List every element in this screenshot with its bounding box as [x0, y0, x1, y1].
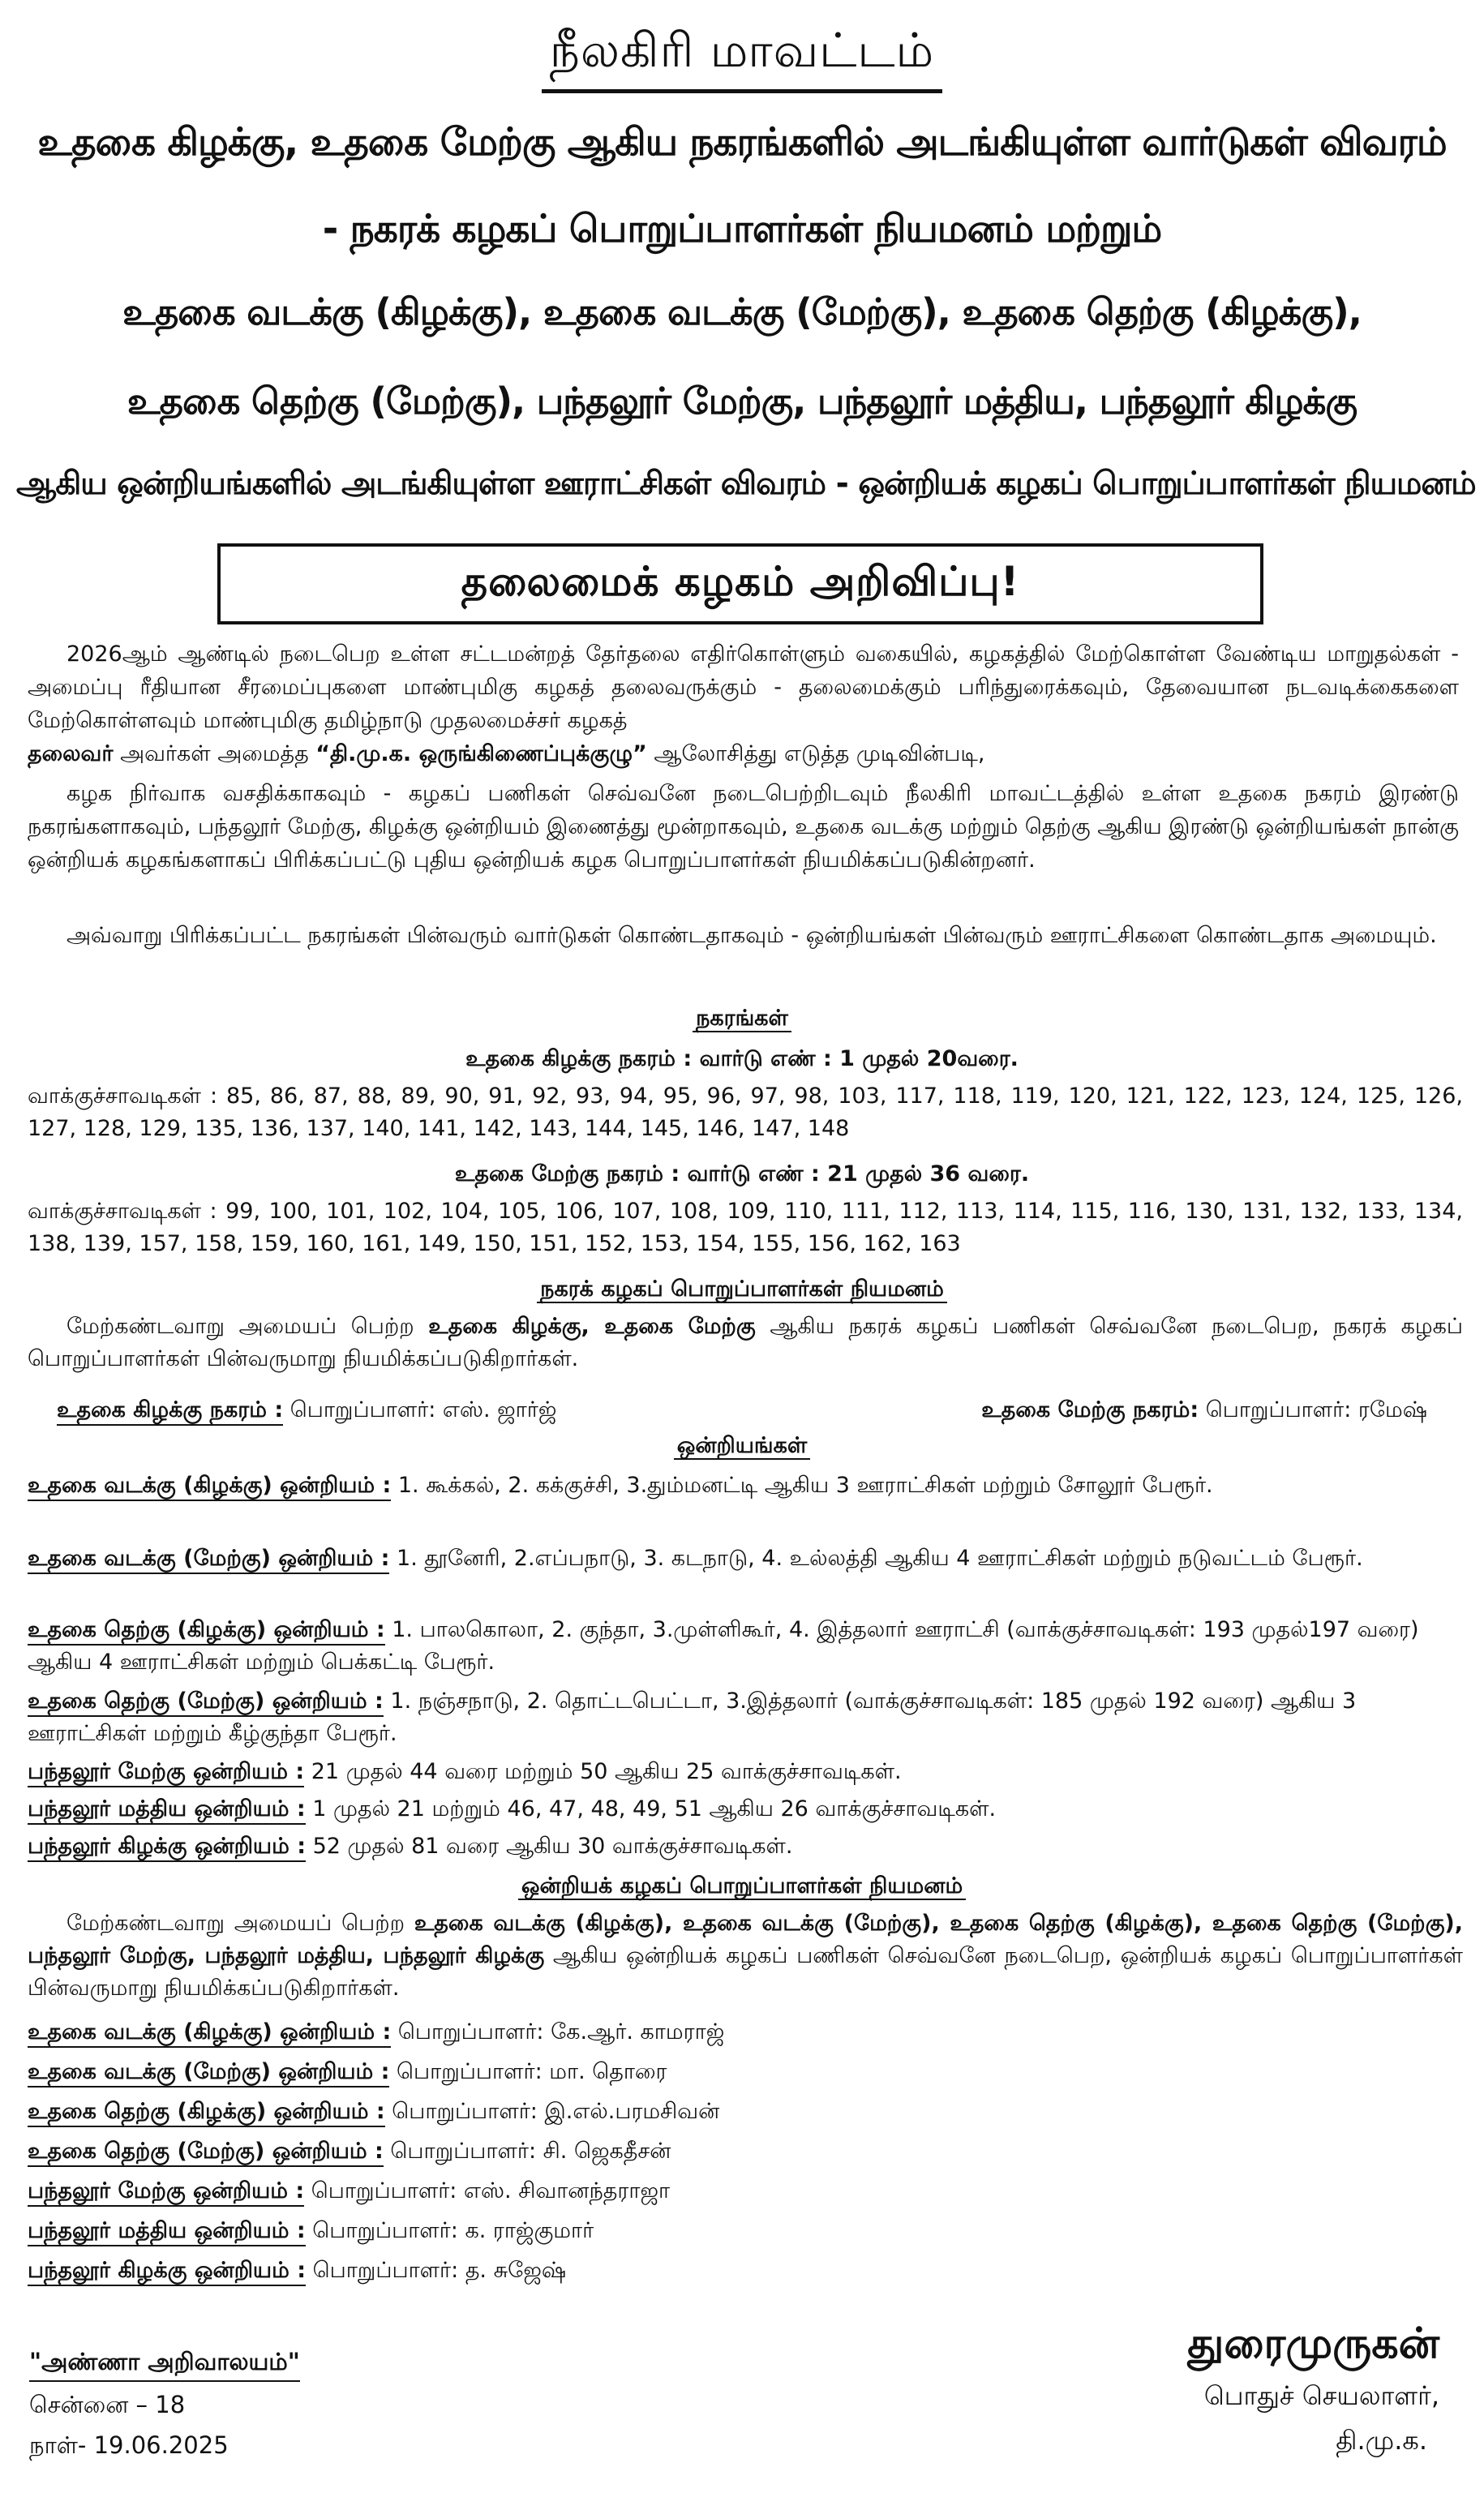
district-title: நீலகிரி மாவட்டம் — [0, 23, 1484, 93]
west-town-heading: உதகை மேற்கு நகரம் : வார்டு எண் : 21 முதல் 36 வரை. — [454, 1161, 1030, 1186]
signatory-party: தி.மு.க. — [1336, 2425, 1427, 2456]
office-address: "அண்ணா அறிவாலயம்" — [29, 2348, 300, 2382]
west-town-booths: வாக்குச்சாவடிகள் : 99, 100, 101, 102, 104, 105, 106, 107, 108, 109, 110, 111, 112, 113, 114, 115, 116, 130, 131, 132, 133, 134, 138, 139, 157, 158, 159, 160, 161, 149, 150, 151, 152, 153, 154, 155, 156, 162, 163 — [28, 1199, 1463, 1256]
union-item: உதகை தெற்கு (மேற்கு) ஒன்றியம் : 1. நஞ்சநாடு, 2. தொட்டபெட்டா, 3.இத்தலார் (வாக்குச்சாவடிகள்: 185 முதல் 192 வரை) ஆகிய 3 ஊராட்சிகள் மற்றும் கீழ்குந்தா பேரூர். — [28, 1688, 1357, 1746]
headline-line-4: உதகை தெற்கு (மேற்கு), பந்தலூர் மேற்கு, பந்தலூர் மத்திய, பந்தலூர் கிழக்கு — [127, 380, 1357, 423]
towns-heading: நகரங்கள் — [0, 1006, 1484, 1034]
union-appointments-heading: ஒன்றியக் கழகப் பொறுப்பாளர்கள் நியமனம் — [0, 1873, 1484, 1902]
headline-line-5: ஆகிய ஒன்றியங்களில் அடங்கியுள்ள ஊராட்சிகள் விவரம் - ஒன்றியக் கழகப் பொறுப்பாளர்கள் நியமனம் — [16, 466, 1476, 502]
union-appointment: உதகை வடக்கு (கிழக்கு) ஒன்றியம் : பொறுப்பாளர்: கே.ஆர். காமராஜ் — [28, 2016, 1463, 2049]
union-appointment: பந்தலூர் மேற்கு ஒன்றியம் : பொறுப்பாளர்: எஸ். சிவானந்தராஜா — [28, 2175, 1463, 2208]
unions-heading: ஒன்றியங்கள் — [0, 1433, 1484, 1461]
paragraph-3: அவ்வாறு பிரிக்கப்பட்ட நகரங்கள் பின்வரும் வார்டுகள் கொண்டதாகவும் - ஒன்றியங்கள் பின்வரும் ஊராட்சிகளை கொண்டதாக அமையும். — [66, 923, 1437, 948]
east-town-heading: உதகை கிழக்கு நகரம் : வார்டு எண் : 1 முதல் 20வரை. — [465, 1046, 1019, 1071]
headline-line-3: உதகை வடக்கு (கிழக்கு), உதகை வடக்கு (மேற்கு), உதகை தெற்கு (கிழக்கு), — [122, 290, 1362, 333]
notice-title-box — [217, 543, 1263, 624]
union-appointment: பந்தலூர் கிழக்கு ஒன்றியம் : பொறுப்பாளர்: த. சுஜேஷ் — [28, 2255, 1463, 2287]
signatory-designation: பொதுச் செயலாளர், — [1203, 2380, 1439, 2411]
east-town-booths: வாக்குச்சாவடிகள் : 85, 86, 87, 88, 89, 90, 91, 92, 93, 94, 95, 96, 97, 98, 103, 117, 118, 119, 120, 121, 122, 123, 124, 125, 126, 127, 128, 129, 135, 136, 137, 140, 141, 142, 143, 144, 145, 146, 147, 148 — [28, 1083, 1463, 1141]
east-town-appointment: உதகை கிழக்கு நகரம் : பொறுப்பாளர்: எஸ். ஜார்ஜ் — [57, 1397, 556, 1426]
office-city: சென்னை – 18 — [29, 2391, 186, 2418]
union-item: பந்தலூர் மேற்கு ஒன்றியம் : 21 முதல் 44 வரை மற்றும் 50 ஆகிய 25 வாக்குச்சாவடிகள். — [28, 1756, 1463, 1788]
union-item: பந்தலூர் மத்திய ஒன்றியம் : 1 முதல் 21 மற்றும் 46, 47, 48, 49, 51 ஆகிய 26 வாக்குச்சாவடிகள். — [28, 1793, 1463, 1826]
town-appointments-row — [57, 1397, 1468, 1426]
union-item: உதகை வடக்கு (கிழக்கு) ஒன்றியம் : 1. கூக்கல், 2. கக்குச்சி, 3.தும்மனட்டி ஆகிய 3 ஊராட்சிகள் மற்றும் சோலூர் பேரூர். — [28, 1470, 1463, 1502]
signatory-name: துரைமுருகன் — [1187, 2319, 1439, 2368]
town-appointments-intro: மேற்கண்டவாறு அமையப் பெற்ற உதகை கிழக்கு, உதகை மேற்கு ஆகிய நகரக் கழகப் பணிகள் செவ்வனே நடைபெற, நகரக் கழகப் பொறுப்பாளர்கள் பின்வருமாறு நியமிக்கப்படுகிறார்கள். — [28, 1314, 1464, 1371]
paragraph-2: கழக நிர்வாக வசதிக்காகவும் - கழகப் பணிகள் செவ்வனே நடைபெற்றிடவும் நீலகிரி மாவட்டத்தில் உள்ள உதகை நகரம் இரண்டு நகரங்களாகவும், பந்தலூர் மேற்கு, கிழக்கு ஒன்றியம் இணைத்து மூன்றாகவும், உதகை வடக்கு மற்றும் தெற்கு ஆகிய இரண்டு ஒன்றியங்கள் நான்கு ஒன்றியக் கழகங்களாகப் பிரிக்கப்பட்டு புதிய ஒன்றியக் கழக பொறுப்பாளர்கள் நியமிக்கப்படுகின்றனர். — [28, 781, 1459, 873]
notice-date: நாள்- 19.06.2025 — [29, 2431, 229, 2459]
union-appointment: உதகை தெற்கு (கிழக்கு) ஒன்றியம் : பொறுப்பாளர்: இ.எல்.பரமசிவன் — [28, 2096, 1463, 2128]
union-item: உதகை வடக்கு (மேற்கு) ஒன்றியம் : 1. தூனேரி, 2.எப்பநாடு, 3. கடநாடு, 4. உல்லத்தி ஆகிய 4 ஊராட்சிகள் மற்றும் நடுவட்டம் பேரூர். — [28, 1543, 1463, 1575]
notice-title: தலைமைக் கழகம் அறிவிப்பு! — [461, 557, 1020, 605]
union-appointment: பந்தலூர் மத்திய ஒன்றியம் : பொறுப்பாளர்: க. ராஜ்குமார் — [28, 2215, 1463, 2247]
headline-line-2: - நகரக் கழகப் பொறுப்பாளர்கள் நியமனம் மற்றும் — [322, 207, 1162, 251]
town-appointments-heading: நகரக் கழகப் பொறுப்பாளர்கள் நியமனம் — [0, 1277, 1484, 1305]
west-town-appointment: உதகை மேற்கு நகரம்: பொறுப்பாளர்: ரமேஷ் — [981, 1397, 1427, 1422]
union-appointments-intro: மேற்கண்டவாறு அமையப் பெற்ற உதகை வடக்கு (கிழக்கு), உதகை வடக்கு (மேற்கு), உதகை தெற்கு (கிழக்கு), உதகை தெற்கு (மேற்கு), பந்தலூர் மேற்கு, பந்தலூர் மத்திய, பந்தலூர் கிழக்கு ஆகிய ஒன்றியக் கழகப் பணிகள் செவ்வனே நடைபெற, ஒன்றியக் கழகப் பொறுப்பாளர்கள் பின்வருமாறு நியமிக்கப்படுகிறார்கள். — [28, 1911, 1463, 2001]
union-appointment: உதகை வடக்கு (மேற்கு) ஒன்றியம் : பொறுப்பாளர்: மா. தொரை — [28, 2056, 1463, 2088]
paragraph-1: 2026ஆம் ஆண்டில் நடைபெற உள்ள சட்டமன்றத் தேர்தலை எதிர்கொள்ளும் வகையில், கழகத்தில் மேற்கொள்ள வேண்டிய மாறுதல்கள் - அமைப்பு ரீதியான சீரமைப்புகளை மாண்புமிகு கழகத் தலைவருக்கும் - தலைமைக்கும் பரிந்துரைக்கவும், தேவையான நடவடிக்கைகளை மேற்கொள்ளவும் மாண்புமிகு தமிழ்நாடு முதலமைச்சர் கழகத் தலைவர் அவர்கள் அமைத்த “தி.மு.க. ஒருங்கிணைப்புக்குழு” ஆலோசித்து எடுத்த முடிவின்படி, — [28, 641, 1459, 766]
headline-line-1: உதகை கிழக்கு, உதகை மேற்கு ஆகிய நகரங்களில் அடங்கியுள்ள வார்டுகள் விவரம் — [37, 120, 1447, 165]
union-item: பந்தலூர் கிழக்கு ஒன்றியம் : 52 முதல் 81 வரை ஆகிய 30 வாக்குச்சாவடிகள். — [28, 1830, 1463, 1863]
union-item: உதகை தெற்கு (கிழக்கு) ஒன்றியம் : 1. பாலகொலா, 2. குந்தா, 3.முள்ளிகூர், 4. இத்தலார் ஊராட்சி (வாக்குச்சாவடிகள்: 193 முதல்197 வரை) ஆகிய 4 ஊராட்சிகள் மற்றும் பெக்கட்டி பேரூர். — [28, 1617, 1419, 1675]
union-appointment: உதகை தெற்கு (மேற்கு) ஒன்றியம் : பொறுப்பாளர்: சி. ஜெகதீசன் — [28, 2135, 1463, 2168]
